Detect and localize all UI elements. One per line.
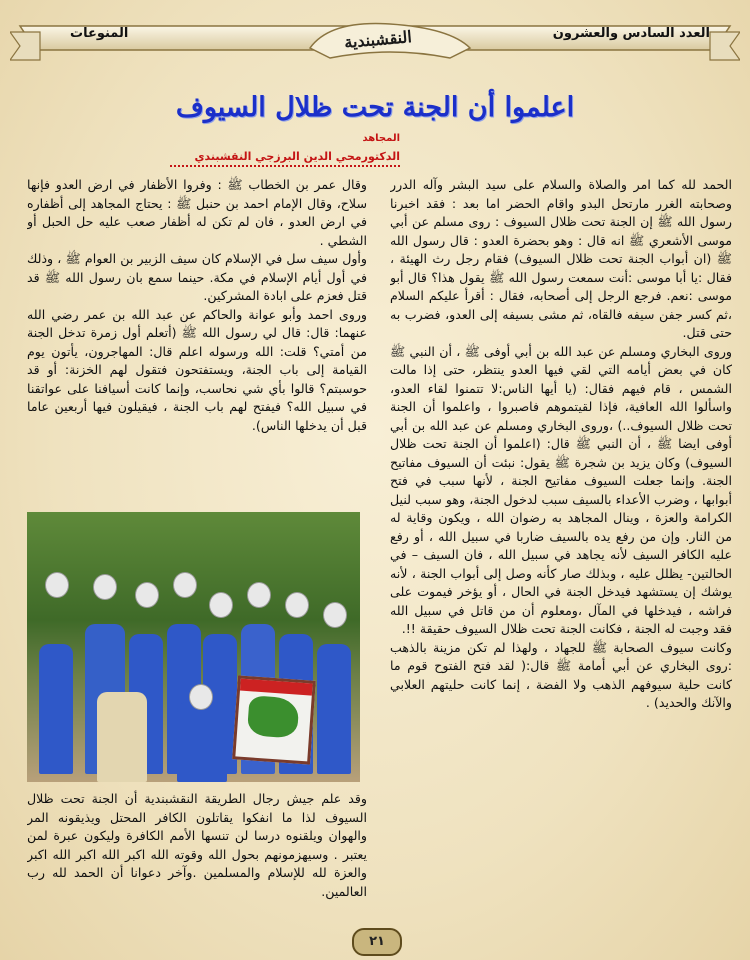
section-label: المنوعات — [70, 26, 129, 41]
flag-banner — [232, 675, 316, 764]
issue-label: العدد السادس والعشرون — [552, 26, 710, 41]
paragraph: وقد علم جيش رجال الطريقة النقشبندية أن الجنة تحت ظلال السيوف لذا ما انفكوا يقاتلون الكافر المحتل ويذيقونه المر والهوان ويلقنوه درسا لن تنسها الأمم الكافرة وليكون عبرة لمن يعتبر . وسيهزمونهم بحول الله وقوته الله اكبر الله اكبر الله اكبر والعزة لله للإسلام والمسلمين .وآخر دعوانا أن الحمد لله رب العالمين. — [27, 791, 367, 899]
paragraph: وروى البخاري ومسلم عن عبد الله بن أبي أوفى ﷺ ، أن النبي ﷺ كان في بعض أيامه التي لقي فيها العدو ينتظر، حتى إذا مالت الشمس ، قام فيهم فقال: (يا أيها الناس:لا تتمنوا لقاء العدو، واسألوا الله العافية، فإذا لقيتموهم فاصبروا ، واعلموا أن الجنة تحت ظلال السيوف..) ،وروى البخاري ومسلم عن عبد الله بن أبي أوفى ايضا ﷺ ، أن النبي ﷺ قال: (اعلموا أن الجنة تحت ظلال السيوف) وكان يزيد بن شجرة ﷺ يقول: نبئت أن السيوف مفاتيح الجنة. وإنما جعلت السيوف مفاتيح الجنة ، لأنها سبب في فتح أبوابها ، وضرب الأعداء بالسيف سبب لدخول الجنة، وهو سبب لنيل الكرامة والعزة ، وينال المجاهد به رضوان الله ، ويكون وقاية له من النار. وإن من رفع يده بالسيف ضاربا في سبيل الله ، أو رفع عليه الكافر السيف لأنه يجاهد في سبيل الله ، فان السيف – في الحالتين- يظلل عليه ، وبذلك صار كأنه وصل إلى أبواب الجنة ، لأنه يوشك إن يستشهد فيدخل الجنة في الحال ، أو يؤخر فيموت على فراشه ، فيدخلها في المآل ،ومعلوم أن من قاتل في سبيل الله فقد وجبت له الجنة ، فكانت الجنة تحت ظلال السيوف حقيقة !!. — [390, 343, 732, 636]
paragraph: وقال عمر بن الخطاب ﷺ : وفروا الأظفار في ارض العدو فإنها سلاح، وقال الإمام احمد بن حنبل ﷺ : يحتاج المجاهد إلى أظفاره في ارض العدو ، فان لم تكن له أظفار صعب عليه حل الحبل أو الشطي . — [27, 177, 367, 248]
emblem-label: النقشبندية — [343, 27, 413, 52]
paragraph: وروى احمد وأبو عوانة والحاكم عن عبد الله بن عمر رضي الله عنهما: قال: قال لي رسول الله ﷺ (أتعلم أول زمرة تدخل الجنة من أمتي؟ قلت: الله ورسوله اعلم قال: المهاجرون، يأتون يوم القيامة إلى باب الجنة، ويستفتحون فتقول لهم الخزنة: أو قد حوسبتم؟ قالوا بأي شي نحاسب، وإنما كانت أسيافنا على عواتقنا في سبيل الله؟ فيفتح لهم باب الجنة ، فيقيلون فيها أربعين عاما قبل أن يدخلها الناس). — [27, 306, 367, 433]
right-column — [390, 176, 732, 946]
page-number: ٢١ — [352, 928, 402, 956]
left-column-top — [27, 176, 367, 506]
left-column-bottom — [27, 790, 367, 920]
group-photo — [27, 512, 360, 782]
paragraph: وكانت سيوف الصحابة ﷺ للجهاد ، ولهذا لم تكن مزينة بالذهب :روى البخاري عن أبي أمامة ﷺ قال:( لقد فتح الفتوح قوم ما كانت حلية سيوفهم الذهب ولا الفضة ، إنما كانت حليتهم العلابي والآنك والحديد) . — [390, 639, 732, 710]
author-role: المجاهد — [362, 133, 400, 144]
article-title: اعلموا أن الجنة تحت ظلال السيوف — [175, 92, 575, 123]
paragraph: الحمد لله كما امر والصلاة والسلام على سيد البشر وآله الدرر وصحابته الغرر مارتحل البدو واقام الحضر اما بعد : فقد اخبرنا رسول الله ﷺ إن الجنة تحت ظلال السيوف : روى مسلم عن أبي موسى الأشعري ﷺ انه قال : وهو بحضرة العدو : قال رسول الله ﷺ (ان أبواب الجنة تحت ظلال السيوف) فقام رجل رث الهيئة ، فقال :يا أبا موسى :أنت سمعت رسول الله ﷺ يقول هذا؟ قال أبو موسى :نعم. فرجع الرجل إلى أصحابه، فقال : أقرأ عليكم السلام ،ثم كسر جفن سيفه فالقاه، ثم مشى بسيفه إلى العدو، فضرب به حتى قتل. — [390, 177, 732, 340]
author-name: الدكتورمحي الدين البرزجي النقشبندي — [170, 150, 400, 167]
paragraph: وأول سيف سل في الإسلام كان سيف الزبير بن العوام ﷺ ، وذلك في أول أيام الإسلام في مكة. حينما سمع بان رسول الله ﷺ قد قتل فعزم على ابادة المشركين. — [27, 251, 367, 303]
